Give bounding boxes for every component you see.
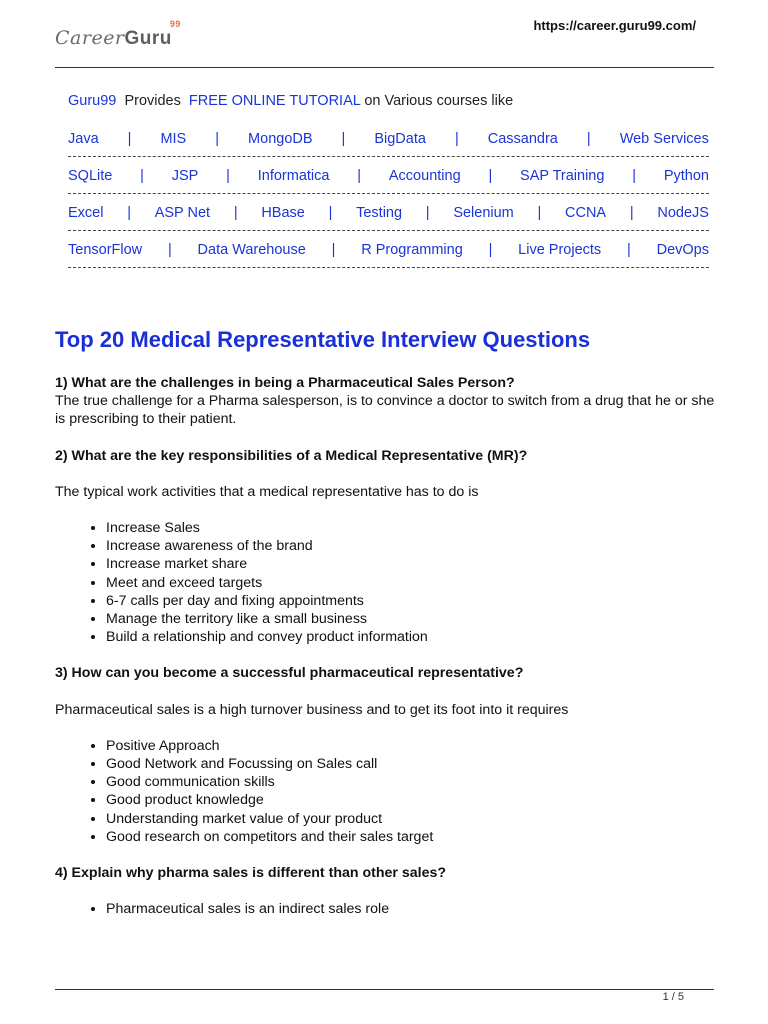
course-links [68, 121, 709, 269]
course-link-asp-net[interactable]: ASP Net [154, 204, 211, 221]
course-link-tensorflow[interactable]: TensorFlow [68, 241, 143, 258]
course-link-jsp[interactable]: JSP [171, 167, 199, 184]
course-row [68, 158, 709, 194]
list-item: • Pharmaceutical sales is an indirect sales role [106, 900, 715, 918]
page-title: Top 20 Medical Representative Interview Questions [55, 327, 591, 352]
course-link-selenium[interactable]: Selenium [453, 204, 514, 221]
list-item: • Build a relationship and convey product information [106, 628, 715, 646]
course-link-informatica[interactable]: Informatica [257, 167, 330, 184]
course-separator: | [331, 241, 336, 258]
course-link-bigdata[interactable]: BigData [374, 130, 426, 147]
logo-guru: Guru [124, 28, 172, 49]
course-separator: | [140, 167, 144, 184]
free-tutorial-link[interactable]: FREE ONLINE TUTORIAL [188, 93, 361, 109]
course-separator: | [341, 130, 346, 147]
course-separator: | [167, 241, 172, 258]
answer-1: The true challenge for a Pharma salesperson, is to convince a doctor to switch from a drug that he or she is prescribing to their patient. [55, 393, 715, 428]
course-link-nodejs[interactable]: NodeJS [657, 204, 709, 221]
question-3: 3) How can you become a successful pharmaceutical representative? [55, 665, 524, 682]
header-divider [55, 67, 714, 68]
course-link-r-programming[interactable]: R Programming [361, 241, 463, 258]
list-item: • Meet and exceed targets [106, 574, 715, 592]
page-number: 1 / 5 [662, 991, 684, 1003]
course-separator: | [127, 204, 131, 221]
footer-divider [55, 989, 714, 990]
provides-suffix: on Various courses like [364, 93, 514, 109]
responsibilities-list [55, 519, 715, 646]
course-separator: | [488, 167, 493, 184]
course-separator: | [127, 130, 132, 147]
course-separator: | [226, 167, 230, 184]
question-1: 1) What are the challenges in being a Pharmaceutical Sales Person? [55, 375, 515, 391]
course-separator: | [586, 130, 591, 147]
course-separator: | [627, 241, 631, 258]
article-body [55, 374, 715, 918]
course-separator: | [454, 130, 459, 147]
course-separator: | [357, 167, 362, 184]
course-link-java[interactable]: Java [68, 130, 99, 147]
course-link-cassandra[interactable]: Cassandra [487, 130, 558, 147]
course-link-live-projects[interactable]: Live Projects [518, 241, 602, 258]
course-separator: | [488, 241, 493, 258]
course-link-devops[interactable]: DevOps [656, 241, 709, 258]
list-item: • 6-7 calls per day and fixing appointments [106, 592, 715, 610]
course-separator: | [537, 204, 542, 221]
list-item: • Good research on competitors and their sales target [106, 828, 715, 846]
provides-text: Provides [124, 93, 181, 109]
question-4: 4) Explain why pharma sales is different than other sales? [55, 865, 447, 882]
list-item: • Good communication skills [106, 773, 715, 791]
course-separator: | [629, 204, 634, 221]
logo-sup: 99 [169, 19, 181, 29]
success-factors-list [55, 737, 715, 846]
course-link-data-warehouse[interactable]: Data Warehouse [197, 241, 306, 258]
course-row [68, 232, 709, 268]
course-link-excel[interactable]: Excel [68, 204, 104, 221]
course-link-mongodb[interactable]: MongoDB [248, 130, 313, 147]
course-link-sqlite[interactable]: SQLite [68, 167, 113, 184]
course-link-sap-training[interactable]: SAP Training [520, 167, 605, 184]
answer-2-intro: The typical work activities that a medical representative has to do is [55, 483, 479, 500]
careerguru-logo[interactable] [55, 19, 181, 50]
course-separator: | [425, 204, 430, 221]
answer-3-intro: Pharmaceutical sales is a high turnover business and to get its foot into it requires [55, 701, 569, 718]
course-link-web-services[interactable]: Web Services [619, 130, 709, 147]
course-link-python[interactable]: Python [663, 167, 709, 184]
course-link-ccna[interactable]: CCNA [565, 204, 607, 221]
list-item: • Increase awareness of the brand [106, 537, 715, 555]
course-separator: | [233, 204, 238, 221]
course-row [68, 121, 709, 157]
course-link-mis[interactable]: MIS [160, 130, 187, 147]
course-link-hbase[interactable]: HBase [261, 204, 305, 221]
list-item: • Increase market share [106, 555, 715, 573]
list-item: • Manage the territory like a small business [106, 610, 715, 628]
guru99-link[interactable]: Guru99 [68, 93, 117, 109]
list-item: • Positive Approach [106, 737, 715, 755]
course-link-accounting[interactable]: Accounting [388, 167, 461, 184]
site-url[interactable]: https://career.guru99.com/ [533, 18, 696, 33]
course-separator: | [632, 167, 637, 184]
course-separator: | [215, 130, 220, 147]
pharma-sales-list [55, 900, 715, 918]
list-item: • Good Network and Focussing on Sales call [106, 755, 715, 773]
course-separator: | [328, 204, 333, 221]
list-item: • Good product knowledge [106, 791, 715, 809]
logo-career: Career [55, 27, 125, 49]
list-item: • Understanding market value of your product [106, 810, 715, 828]
course-row [68, 195, 709, 231]
course-link-testing[interactable]: Testing [356, 204, 403, 221]
question-2: 2) What are the key responsibilities of a Medical Representative (MR)? [55, 447, 528, 464]
list-item: • Increase Sales [106, 519, 715, 537]
provides-line [68, 93, 513, 109]
